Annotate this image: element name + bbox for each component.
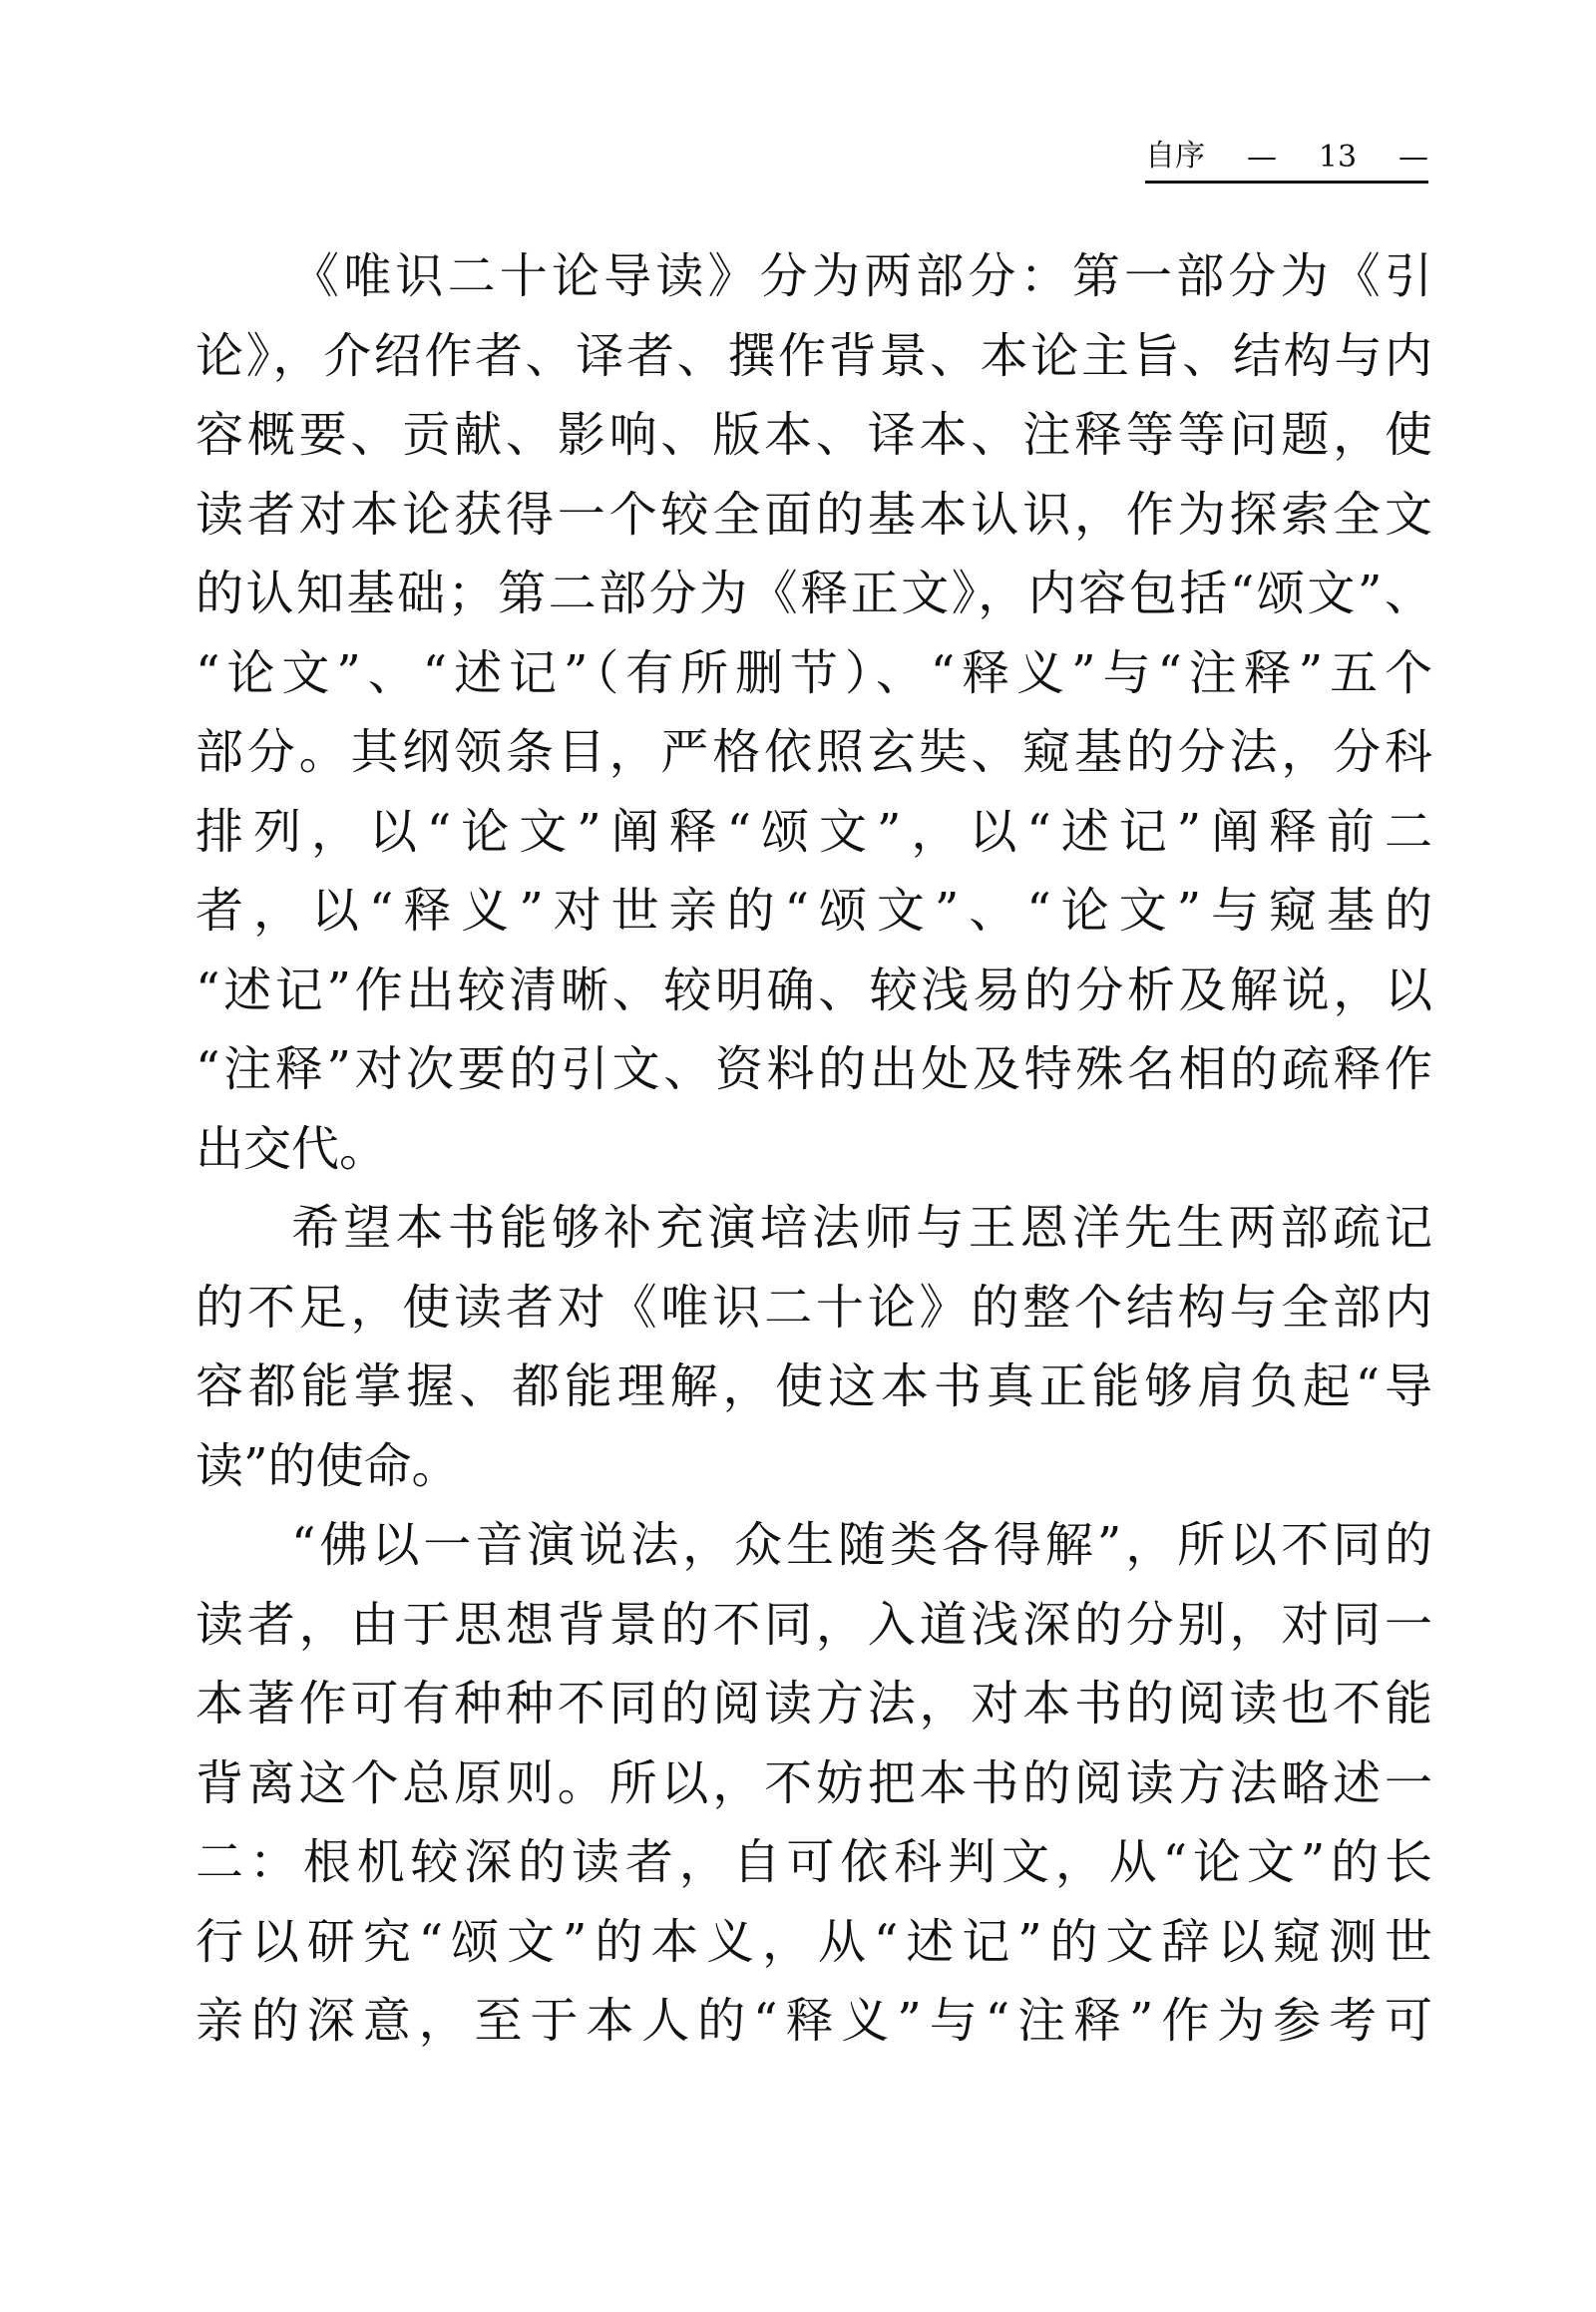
body-text: [196, 237, 1432, 2062]
text-line: 希望本书能够补充演培法师与王恩洋先生两部疏记: [291, 1200, 1432, 1256]
text-line: 《唯识二十论导读》分为两部分：第一部分为《引: [291, 248, 1432, 304]
text-line: 排列，以“论文”阐释“颂文”，以“述记”阐释前二: [196, 803, 1432, 860]
text-line: “注释”对次要的引文、资料的出处及特殊名相的疏释作: [196, 1041, 1432, 1097]
paragraph-3: [196, 1506, 1432, 2062]
text-line: 容都能掌握、都能理解，使这本书真正能够肩负起“导: [196, 1358, 1432, 1414]
text-line: 二：根机较深的读者，自可依科判文，从“论文”的长: [196, 1834, 1432, 1890]
running-header: [1145, 134, 1428, 184]
text-line: 读者对本论获得一个较全面的基本认识，作为探索全文: [196, 486, 1432, 543]
text-line: 的不足，使读者对《唯识二十论》的整个结构与全部内: [196, 1279, 1432, 1336]
header-dash-left: —: [1246, 140, 1277, 175]
text-line: 论》，介绍作者、译者、撰作背景、本论主旨、结构与内: [196, 327, 1432, 384]
text-line: “佛以一音演说法，众生随类各得解”，所以不同的: [291, 1517, 1432, 1573]
text-line: 容概要、贡献、影响、版本、译本、注释等等问题，使: [196, 407, 1432, 463]
text-line: 的认知基础；第二部分为《释正文》，内容包括“颂文”、: [196, 566, 1432, 621]
text-line: “述记”作出较清晰、较明确、较浅易的分析及解说，以: [196, 962, 1432, 1018]
text-line: 亲的深意，至于本人的“释义”与“注释”作为参考可: [196, 1993, 1432, 2049]
text-line: 读”的使命。: [196, 1437, 460, 1494]
paragraph-2: [196, 1189, 1432, 1506]
header-section-title: 自序: [1145, 139, 1205, 174]
text-line: 出交代。: [196, 1120, 388, 1177]
text-line: 背离这个总原则。所以，不妨把本书的阅读方法略述一: [196, 1754, 1432, 1811]
text-line: “论文”、“述记”（有所删节）、“释义”与“注释”五个: [196, 644, 1432, 701]
text-line: 本著作可有种种不同的阅读方法，对本书的阅读也不能: [196, 1676, 1432, 1732]
text-line: 行以研究“颂文”的本义，从“述记”的文辞以窥测世: [196, 1913, 1432, 1970]
text-line: 者，以“释义”对世亲的“颂文”、“论文”与窥基的: [196, 883, 1432, 939]
text-line: 部分。其纲领条目，严格依照玄奘、窥基的分法，分科: [196, 724, 1432, 780]
header-dash-right: —: [1398, 140, 1428, 175]
paragraph-1: [196, 237, 1432, 1189]
page-number: 13: [1318, 140, 1358, 175]
text-line: 读者，由于思想背景的不同，入道浅深的分别，对同一: [196, 1596, 1432, 1653]
